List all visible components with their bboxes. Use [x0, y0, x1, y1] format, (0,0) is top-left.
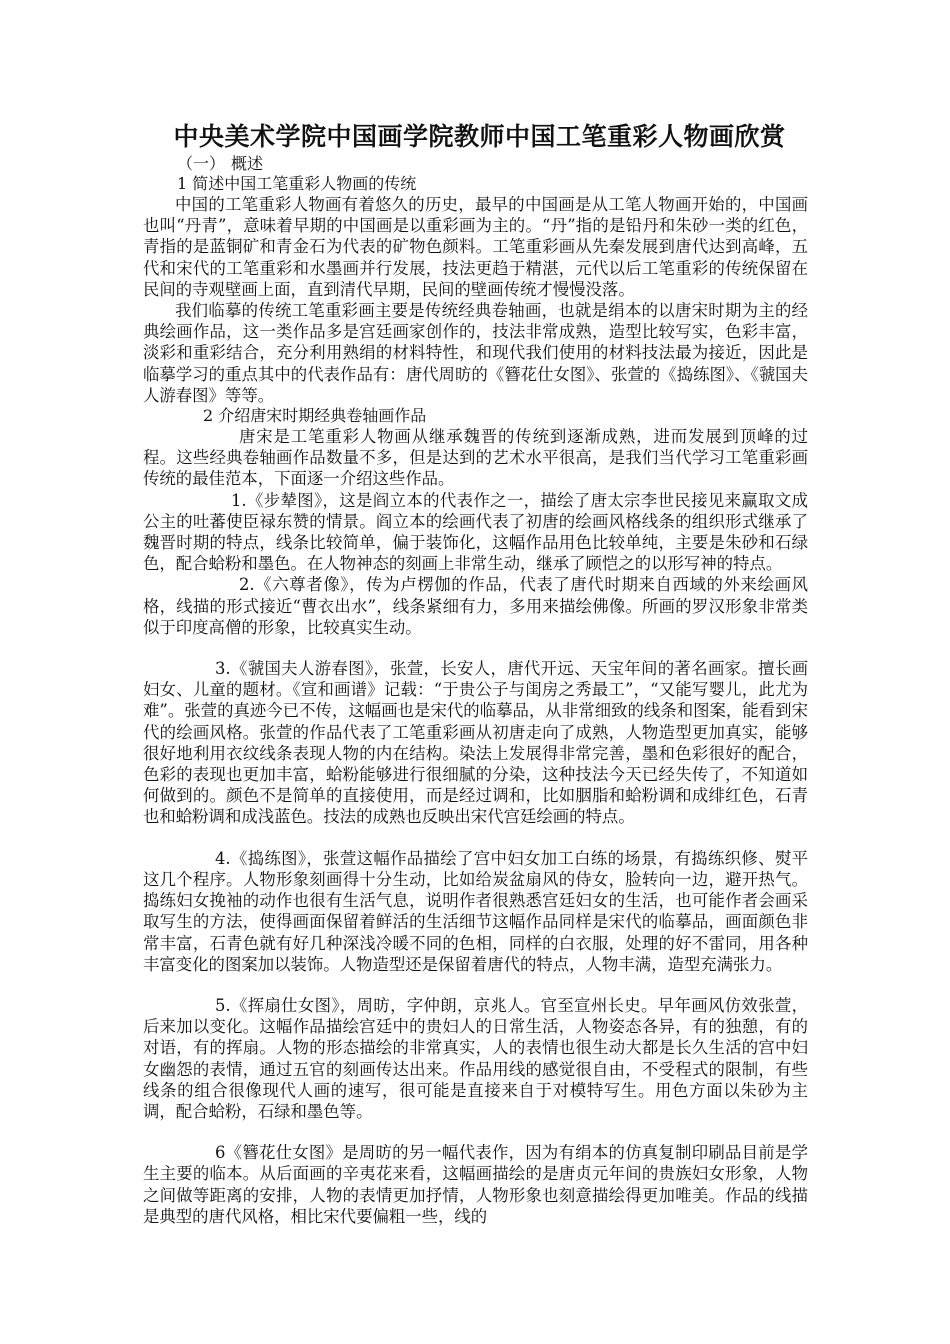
subsection-heading-2: 2 介绍唐宋时期经典卷轴画作品 [203, 406, 427, 426]
paragraph-work-6: 6《簪花仕女图》是周昉的另一幅代表作，因为有绢本的仿真复制印刷品目前是学生主要的临本。从后面画的辛夷花来看，这幅画描绘的是唐贞元年间的贵族妇女形象，人物之间做等距离的安排，人物的表情更加抒情，人物形象也刻意描绘得更加唯美。作品的线描是典型的唐代风格，相比宋代要偏粗一些，线的 [143, 1143, 808, 1226]
subsection-heading-1: 1 简述中国工笔重彩人物画的传统 [177, 174, 417, 193]
section-label: 概述 [231, 154, 264, 173]
document-page [143, 120, 808, 1227]
paragraph-work-3: 3.《虢国夫人游春图》，张萱，长安人，唐代开远、天宝年间的著名画家。擅长画妇女、儿童的题材。《宣和画谱》记载：“于贵公子与闺房之秀最工”，“又能写婴儿，此尤为难”。张萱的真迹今已不传，这幅画也是宋代的临摹品，从非常细致的线条和图案，能看到宋代的绘画风格。张萱的作品代表了工笔重彩画从初唐走向了成熟，人物造型更加真实，能够很好地利用衣纹线条表现人物的内在结构。染法上发展得非常完善，墨和色彩很好的配合，色彩的表现也更加丰富，蛤粉能够进行很细腻的分染，这种技法今天已经失传了，不知道如何做到的。颜色不是简单的直接使用，而是经过调和，比如胭脂和蛤粉调和成绯红色，石青也和蛤粉调和成浅蓝色。技法的成熟也反映出宋代宫廷绘画的特点。 [143, 659, 808, 827]
paragraph-work-5: 5.《挥扇仕女图》，周昉，字仲朗，京兆人。官至宣州长史。早年画风仿效张萱，后来加以变化。这幅作品描绘宫廷中的贵妇人的日常生活，人物姿态各异，有的独憩，有的对语，有的挥扇。人物的形态描绘的非常真实，人的表情也很生动大都是长久生活的宫中妇女幽怨的表情，通过五官的刻画传达出来。作品用线的感觉很自由，不受程式的限制，有些线条的组合很像现代人画的速写，很可能是直接来自于对模特写生。用色方面以朱砂为主调，配合蛤粉，石绿和墨色等。 [143, 995, 808, 1121]
section-number: （一） [177, 154, 226, 173]
spacer [143, 828, 808, 848]
paragraph-tang-song-intro: 唐宋是工笔重彩人物画从继承魏晋的传统到逐渐成熟，进而发展到顶峰的过程。这些经典卷轴画作品数量不多，但是达到的艺术水平很高，是我们当代学习工笔重彩画传统的最佳范本，下面逐一介绍这些作品。 [143, 427, 808, 489]
spacer [143, 638, 808, 658]
paragraph-history: 中国的工笔重彩人物画有着悠久的历史，最早的中国画是从工笔人物画开始的，中国画也叫“丹青”，意味着早期的中国画是以重彩画为主的。“丹”指的是铅丹和朱砂一类的红色，青指的是蓝铜矿和青金石为代表的矿物色颜料。工笔重彩画从先秦发展到唐代达到高峰，五代和宋代的工笔重彩和水墨画并行发展，技法更趋于精湛，元代以后工笔重彩的传统保留在民间的寺观壁画上面，直到清代早期，民间的壁画传统才慢慢没落。 [143, 195, 808, 299]
paragraph-work-2: 2.《六尊者像》，传为卢楞伽的作品，代表了唐代时期来自西域的外来绘画风格，线描的形式接近“曹衣出水”，线条紧细有力，多用来描绘佛像。所画的罗汉形象非常类似于印度高僧的形象，比较真实生动。 [143, 575, 808, 637]
paragraph-work-1: 1.《步辇图》，这是阎立本的代表作之一，描绘了唐太宗李世民接见来赢取文成公主的吐蕃使臣禄东赞的情景。阎立本的绘画代表了初唐的绘画风格线条的组织形式继承了魏晋时期的特点，线条比较简单，偏于装饰化，这幅作品用色比较单纯，主要是朱砂和石绿色，配合蛤粉和墨色。在人物神态的刻画上非常生动，继承了顾恺之的以形写神的特点。 [143, 490, 808, 574]
paragraph-work-4: 4.《捣练图》，张萱这幅作品描绘了宫中妇女加工白练的场景，有捣练织修、熨平这几个程序。人物形象刻画得十分生动，比如给炭盆扇风的侍女，脸转向一边，避开热气。捣练妇女挽袖的动作也很有生活气息，说明作者很熟悉宫廷妇女的生活，也可能作者会画采取写生的方法，使得画面保留着鲜活的生活细节这幅作品同样是宋代的临摹品，画面颜色非常丰富，石青色就有好几种深浅冷暖不同的色相，同样的白衣服，处理的好不雷同，用各种丰富变化的图案加以装饰。人物造型还是保留着唐代的特点，人物丰满，造型充满张力。 [143, 848, 808, 974]
spacer [143, 975, 808, 995]
section-heading [143, 154, 808, 174]
spacer [143, 1122, 808, 1142]
paragraph-copying: 我们临摹的传统工笔重彩画主要是传统经典卷轴画，也就是绢本的以唐宋时期为主的经典绘画作品，这一类作品多是宫廷画家创作的，技法非常成熟，造型比较写实，色彩丰富，淡彩和重彩结合，充分利用熟绢的材料特性，和现代我们使用的材料技法最为接近，因此是临摹学习的重点其中的代表作品有：唐代周昉的《簪花仕女图》、张萱的《捣练图》、《虢国夫人游春图》等等。 [143, 301, 808, 405]
document-title: 中央美术学院中国画学院教师中国工笔重彩人物画欣赏 [173, 122, 786, 151]
